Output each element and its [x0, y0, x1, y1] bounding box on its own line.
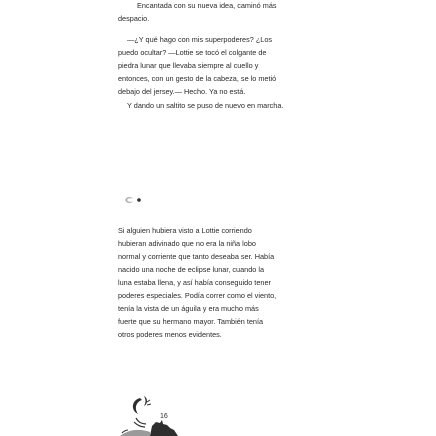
text-line: despacio. — [118, 14, 150, 23]
text-line: poderes especiales. Podía correr como el viento, — [118, 291, 277, 300]
text-line: debajo del jersey.— Hecho. Ya no está. — [118, 87, 246, 96]
text-line: piedra lunar que llevaba siempre al cuello y — [118, 61, 259, 70]
text-line: —¿Y qué hago con mis superpoderes? ¿Los — [127, 35, 273, 44]
text-line: Y dando un saltito se puso de nuevo en marcha. — [127, 101, 284, 110]
page-number: 16 — [160, 413, 168, 420]
text-line: Si alguien hubiera visto a Lottie corriendo — [118, 226, 252, 235]
moon-star-divider-icon — [121, 193, 147, 207]
text-line: otros poderes menos evidentes. — [118, 330, 222, 339]
text-line: nacido una noche de eclipse lunar, cuando la — [118, 265, 265, 274]
text-line: luna estaba llena, y así había conseguido tener — [118, 278, 271, 287]
text-line: fuerte que su hermano mayor. También tenía — [118, 317, 264, 326]
text-line: puedo ocultar? —Lottie se tocó el colgante de — [118, 48, 267, 57]
wolf-moon-illustration-icon — [120, 392, 178, 436]
text-line: entonces, con un gesto de la cabeza, se lo metió — [118, 74, 277, 83]
text-line: tenía la vista de un águila y era mucho más — [118, 304, 259, 313]
text-line: hubieran adivinado que no era la niña lobo — [118, 239, 256, 248]
text-line: normal y corriente que tanto deseaba ser. Había — [118, 252, 275, 261]
text-line: Encantada con su nueva idea, caminó más — [137, 1, 277, 10]
